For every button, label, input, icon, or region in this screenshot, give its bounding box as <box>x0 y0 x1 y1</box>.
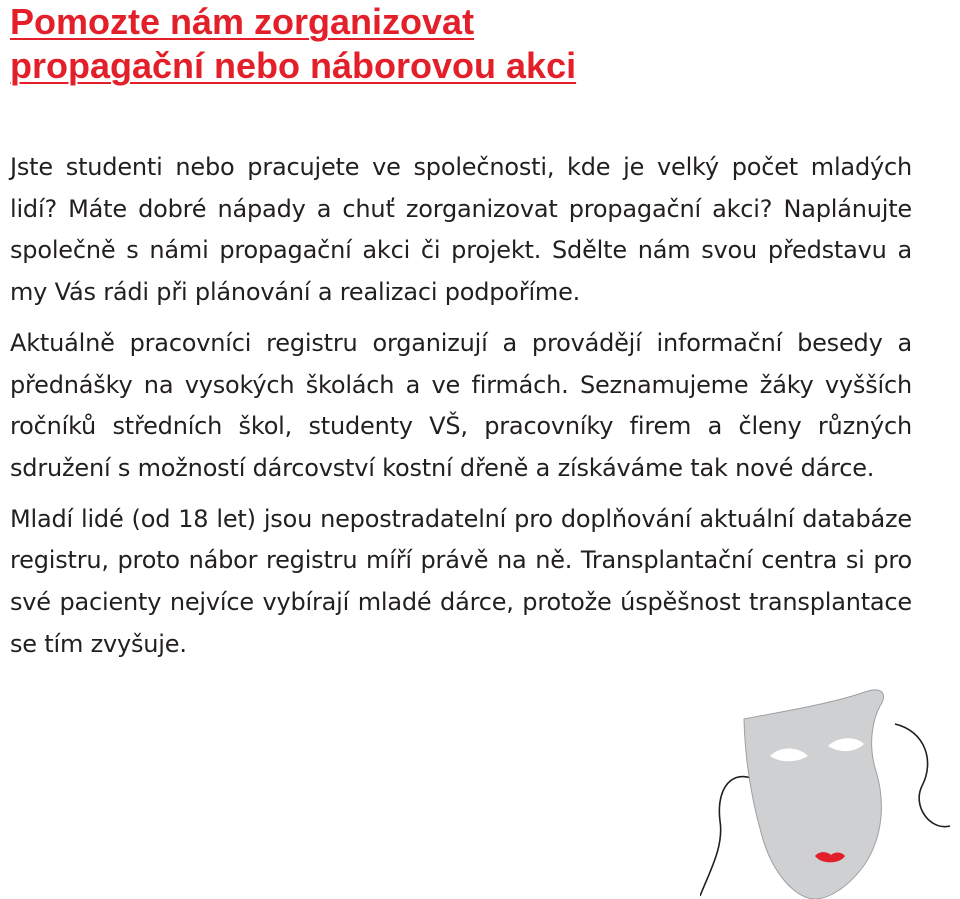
paragraph-3: Mladí lidé (od 18 let) jsou nepostradatelní pro doplňování aktuální databáze registru, proto nábor registru míří právě na ně. Transplantační centra si pro své pacienty nejvíce vybírají mladé dárce, protože úspěšnost transplantace se tím zvyšuje. <box>10 504 912 658</box>
paragraph-2: Aktuálně pracovníci registru organizují a provádějí informační besedy a přednášky na vysokých školách a ve firmách. Seznamujeme žáky vyšších ročníků středních škol, studenty VŠ, pracovníky firem a členy různých sdružení s možností dárcovství kostní dřeně a získáváme tak nové dárce. <box>10 328 912 482</box>
title-line-1: Pomozte nám zorganizovat <box>10 1 475 42</box>
page-title <box>10 0 730 88</box>
theatre-mask-icon <box>700 686 960 899</box>
title-line-2: propagační nebo náborovou akci <box>10 45 577 86</box>
paragraph-1: Jste studenti nebo pracujete ve společnosti, kde je velký počet mladých lidí? Máte dobré nápady a chuť zorganizovat propagační akci? Naplánujte společně s námi propagační akci či projekt. Sdělte nám svou představu a my Vás rádi při plánování a realizaci podpoříme. <box>10 153 912 307</box>
body-text <box>10 147 912 674</box>
